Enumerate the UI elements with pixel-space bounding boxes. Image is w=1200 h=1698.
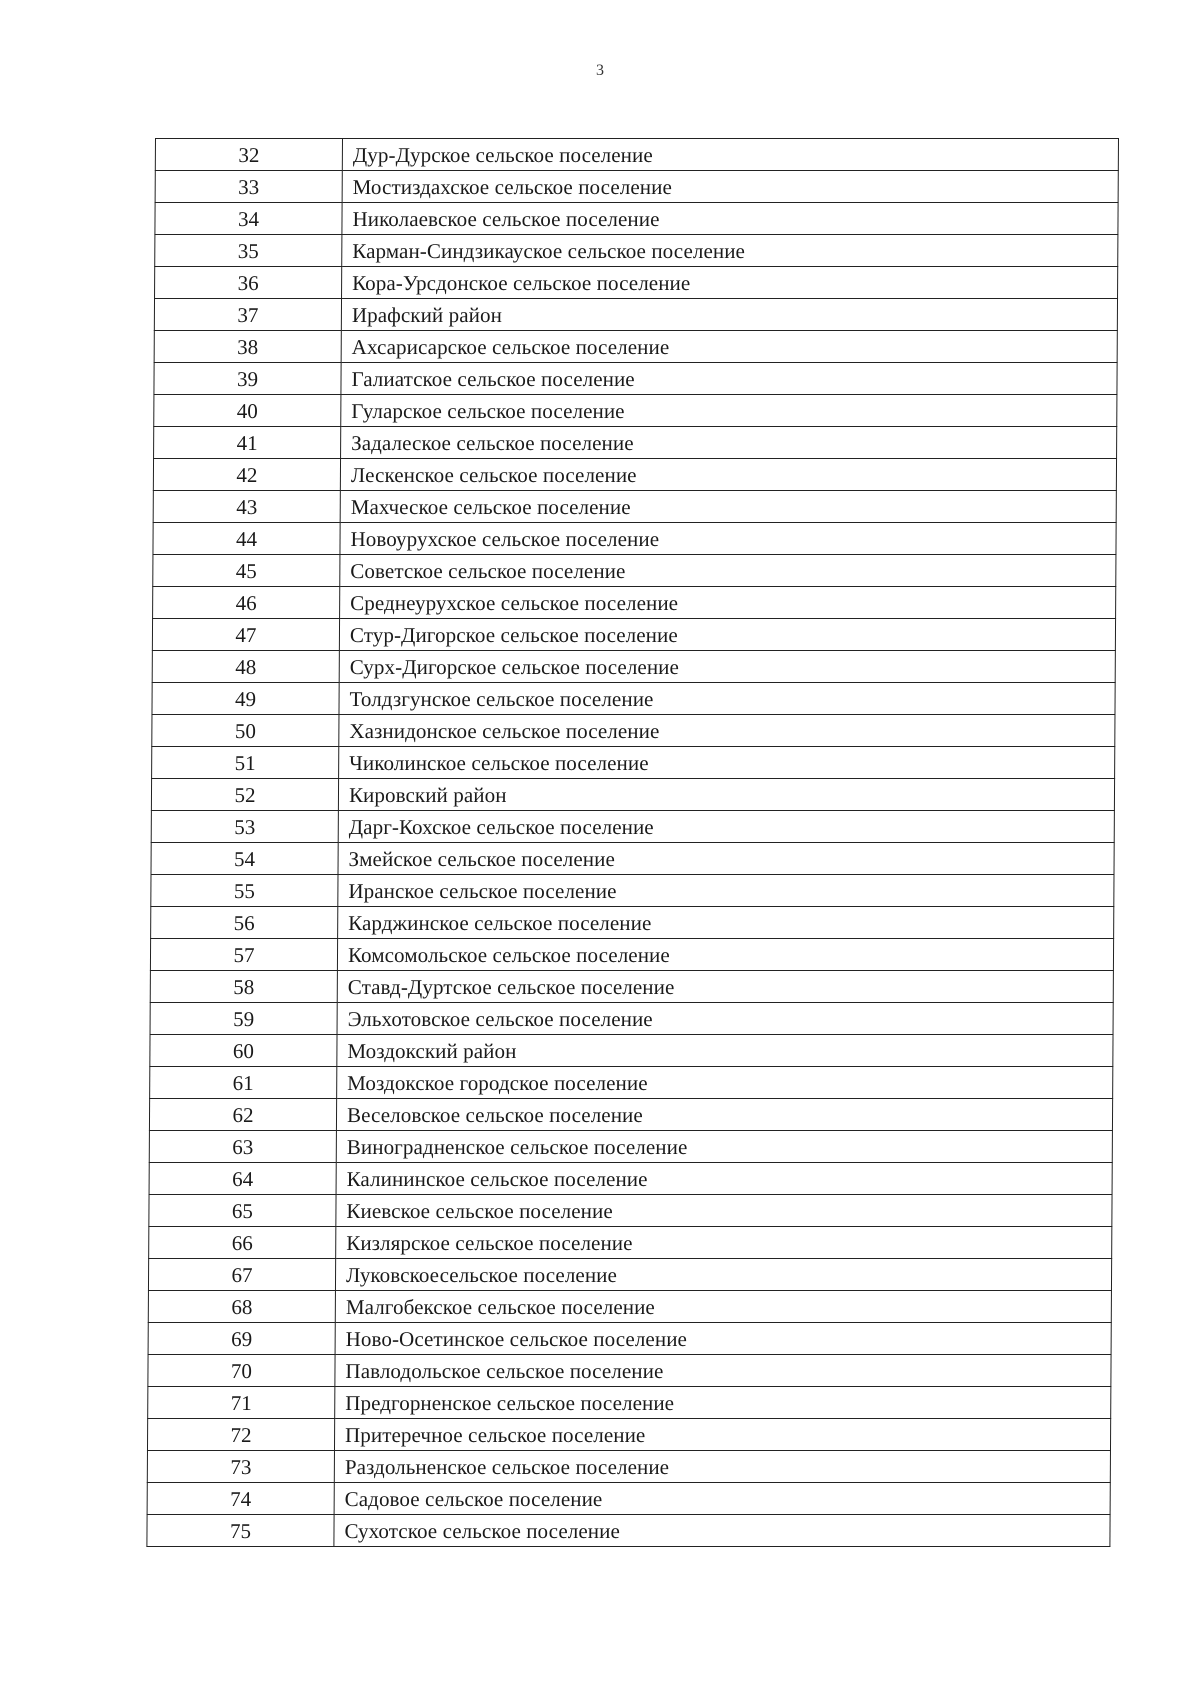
table-row — [154, 299, 1117, 331]
settlement-name-cell: Раздольненское сельское поселение — [334, 1451, 1110, 1483]
settlement-name-cell: Карджинское сельское поселение — [338, 907, 1114, 939]
row-number-cell: 33 — [155, 171, 342, 203]
table-row — [147, 1515, 1110, 1547]
settlement-name-cell: Иранское сельское поселение — [338, 875, 1114, 907]
settlement-name-cell: Сурх-Дигорское сельское поселение — [339, 651, 1115, 683]
table-row — [149, 1163, 1112, 1195]
settlement-name-cell: Виноградненское сельское поселение — [336, 1131, 1112, 1163]
row-number-cell: 42 — [153, 459, 340, 491]
settlement-name-cell: Ахсарисарское сельское поселение — [341, 331, 1117, 363]
settlement-name-cell: Сухотское сельское поселение — [334, 1515, 1110, 1547]
table-row — [150, 1067, 1113, 1099]
settlement-name-cell: Николаевское сельское поселение — [342, 203, 1118, 235]
table-row — [149, 1131, 1112, 1163]
settlement-name-cell: Лескенское сельское поселение — [340, 459, 1116, 491]
table-row — [148, 1291, 1111, 1323]
row-number-cell: 43 — [153, 491, 340, 523]
row-number-cell: 68 — [148, 1291, 335, 1323]
table-row — [151, 875, 1114, 907]
settlement-name-cell: Ирафский район — [341, 299, 1117, 331]
settlement-name-cell: Ставд-Дуртское сельское поселение — [337, 971, 1113, 1003]
table-row — [149, 1099, 1112, 1131]
row-number-cell: 53 — [151, 811, 338, 843]
table-row — [152, 619, 1115, 651]
settlement-name-cell: Веселовское сельское поселение — [336, 1099, 1112, 1131]
settlement-name-cell: Толдзгунское сельское поселение — [339, 683, 1115, 715]
table-row — [147, 1419, 1110, 1451]
settlement-name-cell: Среднеурухское сельское поселение — [340, 587, 1116, 619]
settlement-name-cell: Кора-Урсдонское сельское поселение — [342, 267, 1118, 299]
table-row — [149, 1195, 1112, 1227]
settlement-name-cell: Стур-Дигорское сельское поселение — [339, 619, 1115, 651]
row-number-cell: 38 — [154, 331, 341, 363]
row-number-cell: 75 — [147, 1515, 334, 1547]
row-number-cell: 48 — [152, 651, 339, 683]
table-row — [148, 1259, 1111, 1291]
row-number-cell: 56 — [151, 907, 338, 939]
settlement-name-cell: Карман-Синдзикауское сельское поселение — [342, 235, 1118, 267]
row-number-cell: 63 — [149, 1131, 336, 1163]
table-row — [154, 363, 1117, 395]
table-row — [151, 907, 1114, 939]
row-number-cell: 37 — [154, 299, 341, 331]
table-row — [152, 715, 1115, 747]
settlement-name-cell: Хазнидонское сельское поселение — [339, 715, 1115, 747]
row-number-cell: 71 — [148, 1387, 335, 1419]
table-row — [155, 235, 1118, 267]
table-row — [151, 779, 1114, 811]
table-row — [153, 459, 1116, 491]
table-row — [150, 939, 1113, 971]
row-number-cell: 41 — [154, 427, 341, 459]
settlement-name-cell: Эльхотовское сельское поселение — [337, 1003, 1113, 1035]
table-row — [154, 427, 1117, 459]
row-number-cell: 47 — [152, 619, 339, 651]
table-row — [153, 523, 1116, 555]
settlement-name-cell: Новоурухское сельское поселение — [340, 523, 1116, 555]
table-row — [153, 491, 1116, 523]
settlement-name-cell: Моздокское городское поселение — [337, 1067, 1113, 1099]
row-number-cell: 35 — [155, 235, 342, 267]
row-number-cell: 32 — [155, 139, 342, 171]
settlement-name-cell: Мостиздахское сельское поселение — [342, 171, 1118, 203]
table-row — [150, 1003, 1113, 1035]
row-number-cell: 39 — [154, 363, 341, 395]
row-number-cell: 64 — [149, 1163, 336, 1195]
row-number-cell: 54 — [151, 843, 338, 875]
row-number-cell: 74 — [147, 1483, 334, 1515]
table-row — [153, 555, 1116, 587]
settlement-name-cell: Чиколинское сельское поселение — [339, 747, 1115, 779]
table-row — [154, 395, 1117, 427]
row-number-cell: 62 — [149, 1099, 336, 1131]
settlement-name-cell: Дур-Дурское сельское поселение — [342, 139, 1118, 171]
table-row — [147, 1451, 1110, 1483]
row-number-cell: 60 — [150, 1035, 337, 1067]
settlement-name-cell: Советское сельское поселение — [340, 555, 1116, 587]
row-number-cell: 65 — [149, 1195, 336, 1227]
settlement-name-cell: Змейское сельское поселение — [338, 843, 1114, 875]
table-row — [151, 811, 1114, 843]
settlement-name-cell: Моздокский район — [337, 1035, 1113, 1067]
row-number-cell: 34 — [155, 203, 342, 235]
row-number-cell: 50 — [152, 715, 339, 747]
table-row — [152, 651, 1115, 683]
table-row — [152, 683, 1115, 715]
settlement-name-cell: Дарг-Кохское сельское поселение — [338, 811, 1114, 843]
row-number-cell: 44 — [153, 523, 340, 555]
row-number-cell: 52 — [151, 779, 338, 811]
row-number-cell: 66 — [149, 1227, 336, 1259]
table-row — [154, 331, 1117, 363]
row-number-cell: 61 — [150, 1067, 337, 1099]
settlements-table — [146, 138, 1119, 1547]
row-number-cell: 55 — [151, 875, 338, 907]
row-number-cell: 40 — [154, 395, 341, 427]
settlement-name-cell: Махческое сельское поселение — [340, 491, 1116, 523]
settlement-name-cell: Комсомольское сельское поселение — [337, 939, 1113, 971]
settlement-name-cell: Галиатское сельское поселение — [341, 363, 1117, 395]
row-number-cell: 46 — [153, 587, 340, 619]
row-number-cell: 45 — [153, 555, 340, 587]
row-number-cell: 69 — [148, 1323, 335, 1355]
settlement-name-cell: Кировский район — [338, 779, 1114, 811]
table-row — [148, 1355, 1111, 1387]
settlement-name-cell: Луковскоесельское поселение — [335, 1259, 1111, 1291]
table-row — [155, 171, 1118, 203]
settlement-name-cell: Кизлярское сельское поселение — [336, 1227, 1112, 1259]
settlement-name-cell: Киевское сельское поселение — [336, 1195, 1112, 1227]
table-row — [147, 1483, 1110, 1515]
table-row — [148, 1387, 1111, 1419]
table-row — [148, 1323, 1111, 1355]
row-number-cell: 57 — [150, 939, 337, 971]
table-row — [155, 139, 1118, 171]
table-row — [149, 1227, 1112, 1259]
row-number-cell: 58 — [150, 971, 337, 1003]
table-row — [150, 971, 1113, 1003]
table-row — [151, 843, 1114, 875]
settlement-name-cell: Притеречное сельское поселение — [334, 1419, 1110, 1451]
settlement-name-cell: Гуларское сельское поселение — [341, 395, 1117, 427]
table-row — [152, 747, 1115, 779]
table-body — [147, 139, 1119, 1547]
settlement-name-cell: Калининское сельское поселение — [336, 1163, 1112, 1195]
row-number-cell: 51 — [152, 747, 339, 779]
table-row — [153, 587, 1116, 619]
row-number-cell: 70 — [148, 1355, 335, 1387]
row-number-cell: 73 — [147, 1451, 334, 1483]
settlement-name-cell: Задалеское сельское поселение — [341, 427, 1117, 459]
table-row — [150, 1035, 1113, 1067]
row-number-cell: 49 — [152, 683, 339, 715]
settlement-name-cell: Предгорненское сельское поселение — [335, 1387, 1111, 1419]
settlement-name-cell: Ново-Осетинское сельское поселение — [335, 1323, 1111, 1355]
row-number-cell: 67 — [148, 1259, 335, 1291]
table-row — [155, 267, 1118, 299]
row-number-cell: 36 — [155, 267, 342, 299]
page-number: 3 — [596, 62, 604, 79]
settlement-name-cell: Малгобекское сельское поселение — [335, 1291, 1111, 1323]
settlement-name-cell: Садовое сельское поселение — [334, 1483, 1110, 1515]
settlement-name-cell: Павлодольское сельское поселение — [335, 1355, 1111, 1387]
row-number-cell: 72 — [147, 1419, 334, 1451]
table-row — [155, 203, 1118, 235]
row-number-cell: 59 — [150, 1003, 337, 1035]
